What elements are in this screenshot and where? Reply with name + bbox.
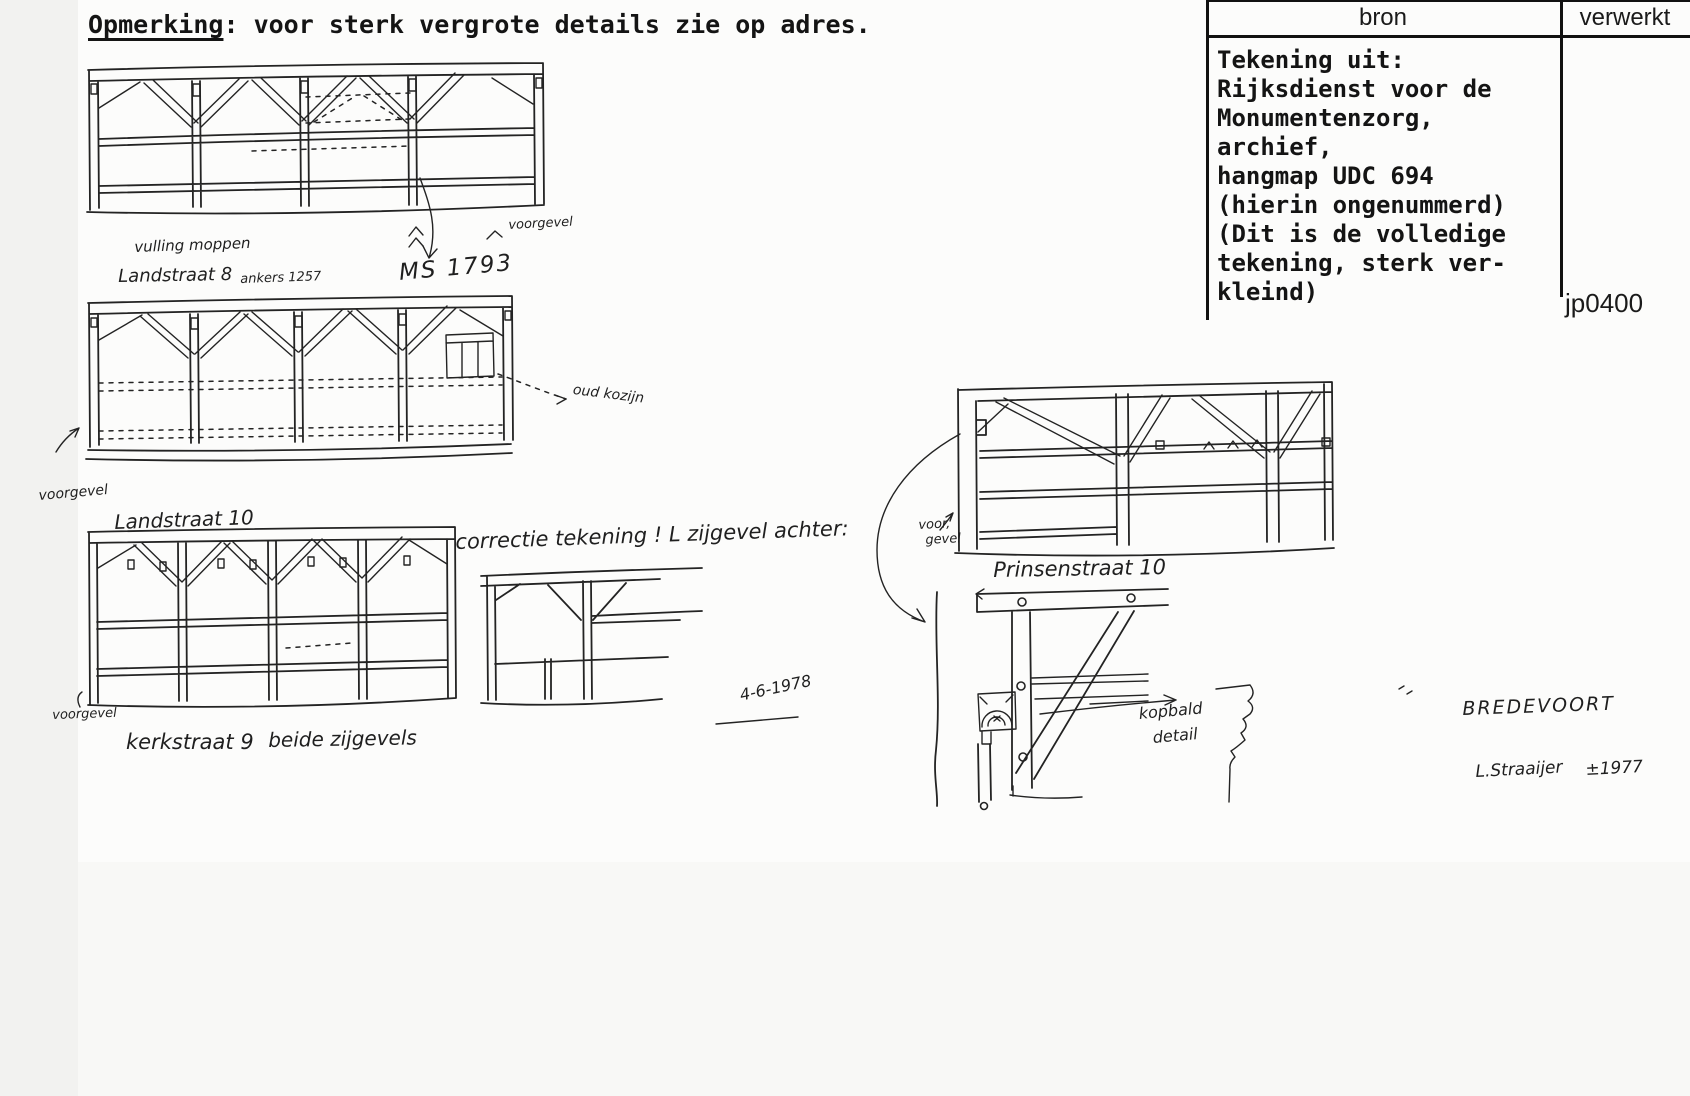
- wall-line: [935, 592, 938, 806]
- peg-hole: [1018, 598, 1026, 606]
- dashed-rail: [286, 643, 352, 648]
- voorgevel-caret: [487, 231, 502, 239]
- label-kopbald: kopbald: [1138, 698, 1204, 723]
- bron-line: archief,: [1217, 133, 1333, 161]
- label-oud-kozijn: oud kozijn: [572, 382, 645, 407]
- label-vulling-moppen: vulling moppen: [134, 233, 251, 256]
- voorgevel-arrow: [56, 428, 79, 452]
- bron-line: Tekening uit:: [1217, 46, 1405, 74]
- peg-marks: [91, 78, 542, 96]
- label-author: L.Straaijer: [1475, 757, 1563, 782]
- remark-colon: :: [223, 10, 239, 39]
- label-prinsenstraat10: Prinsenstraat 10: [993, 554, 1167, 582]
- label-landstraat10: Landstraat 10: [114, 505, 255, 534]
- frame-lines: [87, 63, 544, 213]
- brace-lines: [99, 306, 503, 358]
- sketch-kerkstraat9: [78, 527, 456, 707]
- frame-lines: [955, 382, 1334, 556]
- label-kopbald-detail: detail: [1152, 724, 1199, 747]
- sketch-landstraat10: [56, 296, 566, 461]
- dashed-infill-lines: [99, 377, 502, 439]
- bron-line: hangmap UDC 694: [1217, 162, 1434, 190]
- remark-word: Opmerking: [88, 10, 224, 39]
- column-header-bron: bron: [1358, 4, 1408, 31]
- chevron-marks: [409, 227, 423, 247]
- rail-lines: [1032, 674, 1148, 704]
- verwerkt-code: jp0400: [1565, 288, 1644, 318]
- label-place: BREDEVOORT: [1462, 692, 1616, 720]
- lower-post-lines: [978, 744, 991, 802]
- console-carving: [978, 692, 1016, 744]
- label-voorgevel-3: voorgevel: [52, 705, 117, 723]
- bron-line: Monumentenzorg,: [1217, 104, 1434, 132]
- post-foot-circle: [981, 803, 988, 810]
- sketch-kopbald-detail: [935, 589, 1412, 810]
- ground-line: [1010, 786, 1082, 798]
- voorgevel-squiggle: [78, 692, 82, 707]
- dashed-removed-members: [252, 93, 410, 151]
- sketch-prinsenstraat10: [877, 382, 1334, 622]
- peg-hole: [1017, 682, 1025, 690]
- peg-hole: [1127, 594, 1135, 602]
- brace-lines: [99, 73, 533, 127]
- bron-line: kleind): [1217, 278, 1319, 306]
- bron-line: (Dit is de volledige: [1217, 220, 1506, 248]
- sketch-landstraat8: [87, 63, 544, 258]
- column-header-verwerkt: verwerkt: [1579, 4, 1671, 31]
- date-underline: [716, 717, 798, 724]
- brace-lines: [1016, 611, 1134, 779]
- label-year: ±1977: [1585, 756, 1644, 780]
- label-beide-zijgevels: beide zijgevels: [268, 725, 418, 752]
- remark-text: voor sterk vergrote details zie op adres.: [238, 10, 871, 39]
- label-landstraat8: Landstraat 8: [118, 264, 233, 287]
- brace-lines: [98, 537, 447, 586]
- bron-line: Rijksdienst voor de: [1217, 75, 1492, 103]
- label-voor: voor,: [918, 516, 951, 533]
- stray-marks: [1399, 686, 1412, 694]
- label-date: 4-6-1978: [738, 670, 813, 705]
- label-kerkstraat9: kerkstraat 9: [126, 730, 254, 754]
- label-voorgevel-1: voorgevel: [508, 214, 574, 233]
- moulding-profile: [1216, 685, 1253, 802]
- beam-lines: [977, 589, 1168, 612]
- frame-lines: [481, 568, 702, 705]
- label-voorgevel-2: voorgevel: [38, 481, 109, 504]
- old-window: [446, 333, 494, 378]
- bron-line: (hierin ongenummerd): [1217, 191, 1506, 219]
- label-ankers: ankers 1257: [240, 269, 322, 287]
- label-ms-number: MS 1793: [398, 250, 515, 286]
- label-gevel: gevel: [925, 531, 962, 548]
- label-correctie-title: correctie tekening ! L zijgevel achter:: [455, 516, 849, 554]
- bron-line: tekening, sterk ver-: [1217, 249, 1506, 277]
